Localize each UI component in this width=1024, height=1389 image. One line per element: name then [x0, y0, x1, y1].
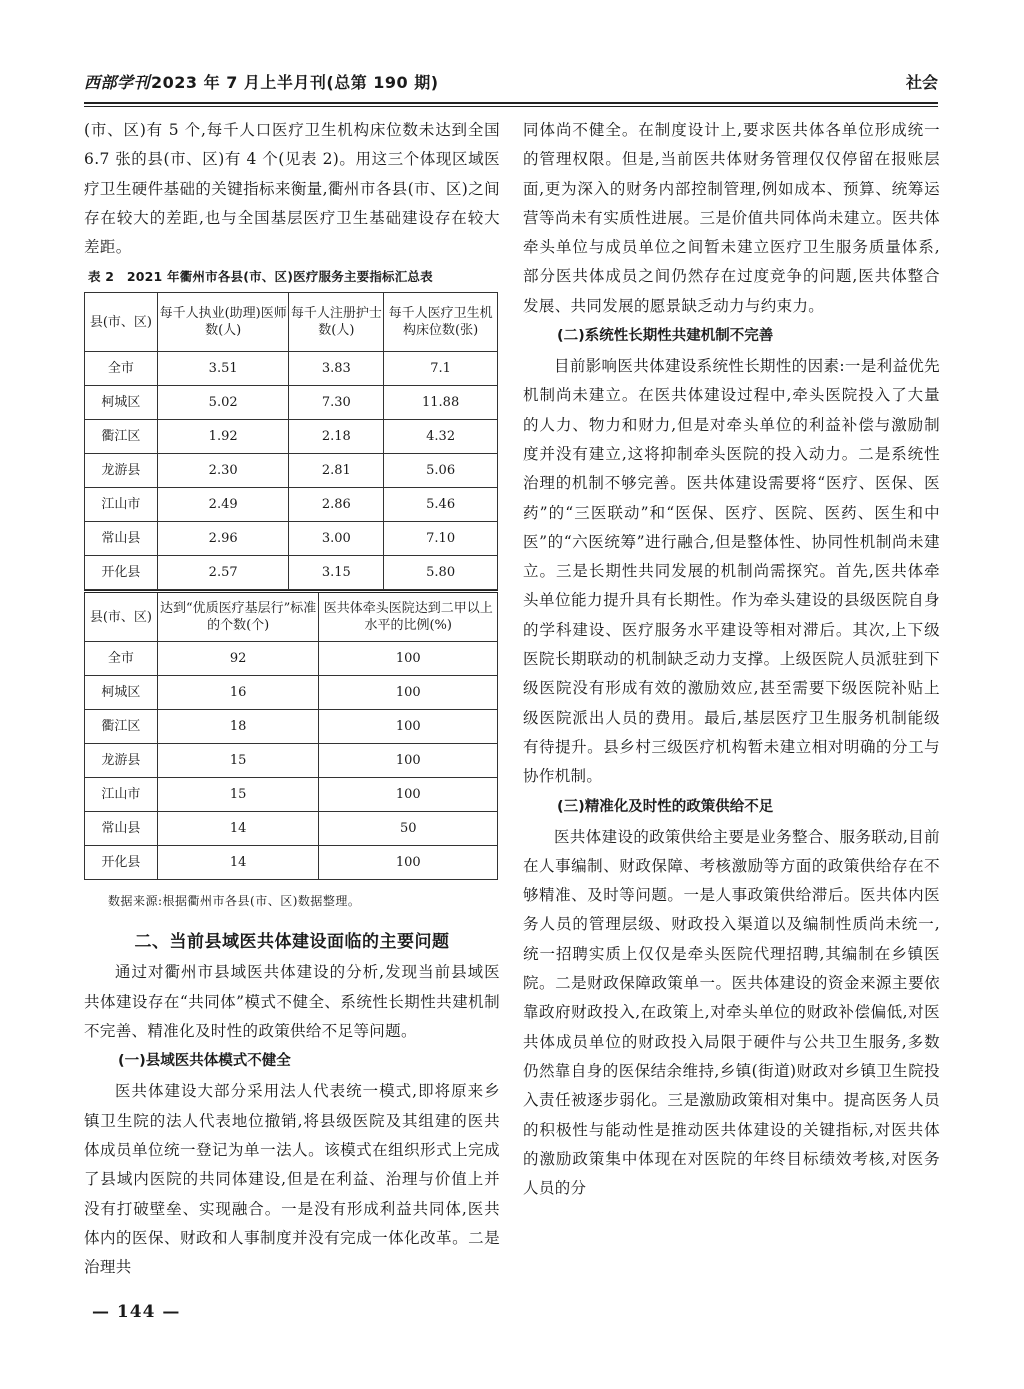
table-row [85, 352, 498, 386]
table-cell: 常山县 [85, 522, 158, 556]
table-cell: 15 [157, 744, 319, 778]
right-column [523, 116, 940, 1203]
paragraph: 通过对衢州市县域医共体建设的分析,发现当前县域医共体建设存在“共同体”模式不健全、系统性长期性共建机制不完善、精准化及时性的政策供给不足等问题。 [84, 963, 500, 1041]
page-header [84, 70, 938, 100]
table-cell: 3.83 [289, 352, 384, 386]
table-cell: 100 [319, 846, 498, 880]
table-row [85, 710, 498, 744]
table-header-cell: 医共体牵头医院达到二甲以上水平的比例(%) [319, 592, 498, 642]
table-cell: 3.00 [289, 522, 384, 556]
table-cell: 龙游县 [85, 744, 158, 778]
table-cell: 衢江区 [85, 710, 158, 744]
table-row [85, 454, 498, 488]
table-cell: 92 [157, 642, 319, 676]
table-cell: 柯城区 [85, 386, 158, 420]
table-cell: 开化县 [85, 846, 158, 880]
table-cell: 7.1 [384, 352, 498, 386]
table-cell: 14 [157, 846, 319, 880]
table-header-cell: 县(市、区) [85, 592, 158, 642]
indicator-table-part2 [84, 590, 498, 880]
table-row [85, 488, 498, 522]
table-cell: 2.81 [289, 454, 384, 488]
table-row [85, 420, 498, 454]
subsection-heading: (二)系统性长期性共建机制不完善 [557, 328, 774, 345]
table-cell: 5.46 [384, 488, 498, 522]
table-cell: 全市 [85, 642, 158, 676]
table-cell: 开化县 [85, 556, 158, 590]
indicator-table-part1 [84, 292, 498, 590]
table-header-cell: 每千人医疗卫生机构床位数(张) [384, 293, 498, 352]
table-cell: 100 [319, 710, 498, 744]
table-cell: 5.80 [384, 556, 498, 590]
table-cell: 14 [157, 812, 319, 846]
table-row [85, 812, 498, 846]
table-cell: 3.51 [157, 352, 289, 386]
table-cell: 柯城区 [85, 676, 158, 710]
paragraph: (市、区)有 5 个,每千人口医疗卫生机构床位数未达到全国 6.7 张的县(市、区)有 4 个(见表 2)。用这三个体现区域医疗卫生硬件基础的关键指标来衡量,衢州市各县(市、区)之间存在较大的差距,也与全国基层医疗卫生基础建设存在较大差距。 [84, 121, 500, 257]
table-header-cell: 达到“优质医疗基层行”标准的个数(个) [157, 592, 319, 642]
paragraph: 目前影响医共体建设系统性长期性的因素:一是利益优先机制尚未建立。在医共体建设过程中,牵头医院投入了大量的人力、物力和财力,但是对牵头单位的利益补偿与激励制度并没有建立,这将抑制牵头医院的投入动力。二是系统性治理的机制不够完善。医共体建设需要将“医疗、医保、医药”的“三医联动”和“医保、医疗、医院、医药、医生和中医”的“六医统筹”进行融合,但是整体性、协同性机制尚未建立。三是长期性共同发展的机制尚需探究。首先,医共体牵头单位能力提升具有长期性。作为牵头建设的县级医院自身的学科建设、医疗服务水平建设等相对滞后。其次,上下级医院长期联动的机制缺乏动力支撑。上级医院人员派驻到下级医院没有形成有效的激励效应,甚至需要下级医院补贴上级医院派出人员的费用。最后,基层医疗卫生服务机制能级有待提升。县乡村三级医疗机构暂未建立相对明确的分工与协作机制。 [523, 357, 940, 786]
table-cell: 50 [319, 812, 498, 846]
table-row [85, 386, 498, 420]
table-cell: 7.10 [384, 522, 498, 556]
paragraph: 医共体建设的政策供给主要是业务整合、服务联动,目前在人事编制、财政保障、考核激励等方面的政策供给存在不够精准、及时等问题。一是人事政策供给滞后。医共体内医务人员的管理层级、财政投入渠道以及编制性质尚未统一,统一招聘实质上仅仅是牵头医院代理招聘,其编制在乡镇医院。二是财政保障政策单一。医共体建设的资金来源主要依靠政府财政投入,在政策上,对牵头单位的财政补偿偏低,对医共体成员单位的财政投入局限于硬件与公共卫生服务,多数仍然靠自身的医保结余维持,乡镇(街道)财政对乡镇卫生院投入责任被逐步弱化。三是激励政策相对集中。提高医务人员的积极性与能动性是推动医共体建设的关键指标,对医共体的激励政策集中体现在对医院的年终目标绩效考核,对医务人员的分 [523, 827, 940, 1198]
subsection-heading: (一)县域医共体模式不健全 [118, 1053, 291, 1070]
table-cell: 2.57 [157, 556, 289, 590]
section-name: 社会 [905, 73, 938, 92]
table-cell: 7.30 [289, 386, 384, 420]
table-cell: 衢江区 [85, 420, 158, 454]
table-row [85, 642, 498, 676]
table-cell: 16 [157, 676, 319, 710]
table-row [85, 778, 498, 812]
table-row [85, 522, 498, 556]
table-row [85, 556, 498, 590]
table-cell: 100 [319, 744, 498, 778]
table-cell: 5.06 [384, 454, 498, 488]
table-cell: 3.15 [289, 556, 384, 590]
paragraph: 同体尚不健全。在制度设计上,要求医共体各单位形成统一的管理权限。但是,当前医共体财务管理仅仅停留在报账层面,更为深入的财务内部控制管理,例如成本、预算、统筹运营等尚未有实质性进展。三是价值共同体尚未建立。医共体牵头单位与成员单位之间暂未建立医疗卫生服务质量体系,部分医共体成员之间仍然存在过度竞争的问题,医共体整合发展、共同发展的愿景缺乏动力与约束力。 [523, 121, 940, 315]
table-cell: 2.49 [157, 488, 289, 522]
table-cell: 18 [157, 710, 319, 744]
subsection-heading: (三)精准化及时性的政策供给不足 [557, 798, 774, 815]
table-row [85, 846, 498, 880]
left-column [84, 116, 500, 1282]
table-row [85, 744, 498, 778]
journal-logo: 西部学刊 [84, 73, 151, 92]
table-cell: 江山市 [85, 488, 158, 522]
journal-issue: 2023 年 7 月上半月刊(总第 190 期) [151, 73, 439, 92]
table-cell: 5.02 [157, 386, 289, 420]
table-cell: 1.92 [157, 420, 289, 454]
table-cell: 100 [319, 676, 498, 710]
table-cell: 100 [319, 778, 498, 812]
section-heading: 二、当前县域医共体建设面临的主要问题 [134, 932, 450, 953]
table-header-cell: 县(市、区) [85, 293, 158, 352]
table-cell: 常山县 [85, 812, 158, 846]
table-cell: 11.88 [384, 386, 498, 420]
table-cell: 2.96 [157, 522, 289, 556]
table-cell: 江山市 [85, 778, 158, 812]
table-cell: 2.86 [289, 488, 384, 522]
table-header-cell: 每千人执业(助理)医师数(人) [157, 293, 289, 352]
table-cell: 15 [157, 778, 319, 812]
table-row [85, 676, 498, 710]
table-cell: 2.30 [157, 454, 289, 488]
table-cell: 100 [319, 642, 498, 676]
table-cell: 龙游县 [85, 454, 158, 488]
table-caption: 表 2 2021 年衢州市各县(市、区)医疗服务主要指标汇总表 [88, 269, 433, 285]
paragraph: 医共体建设大部分采用法人代表统一模式,即将原来乡镇卫生院的法人代表地位撤销,将县级医院及其组建的医共体成员单位统一登记为单一法人。该模式在组织形式上完成了县域内医院的共同体建设,但是在利益、治理与价值上并没有打破壁垒、实现融合。一是没有形成利益共同体,医共体内的医保、财政和人事制度并没有完成一体化改革。二是治理共 [84, 1082, 500, 1277]
table-source-note: 数据来源:根据衢州市各县(市、区)数据整理。 [108, 894, 361, 909]
page-number: — 144 — [92, 1302, 181, 1322]
header-rule [84, 102, 938, 107]
table-cell: 全市 [85, 352, 158, 386]
table-header-cell: 每千人注册护士数(人) [289, 293, 384, 352]
table-cell: 2.18 [289, 420, 384, 454]
table-cell: 4.32 [384, 420, 498, 454]
journal-title [84, 70, 439, 93]
